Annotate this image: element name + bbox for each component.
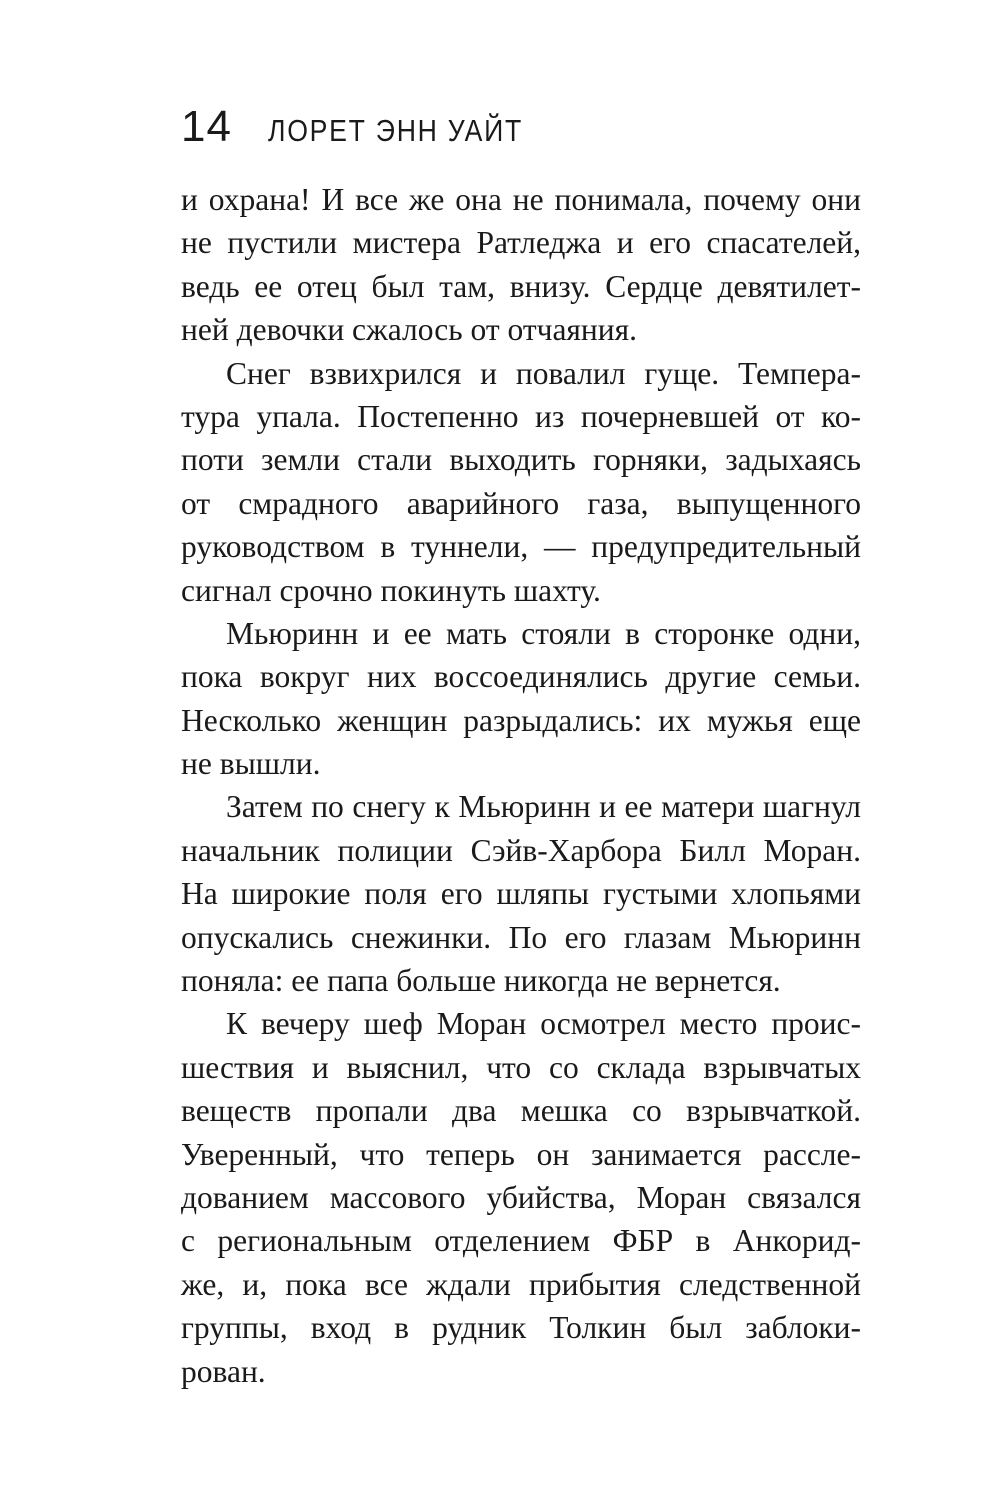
page-number: 14 [181, 102, 232, 151]
text-line: Несколько женщин разрыдались: их мужья еще [181, 702, 861, 738]
paragraph [181, 352, 861, 612]
text-line: не вышли. [181, 746, 321, 782]
body-text [181, 178, 861, 1393]
text-line: веществ пропали два мешка со взрывчаткой. [181, 1093, 861, 1129]
text-line: На широкие поля его шляпы густыми хлопьями [181, 876, 861, 912]
paragraph [181, 785, 861, 1002]
text-line: ней девочки сжалось от отчаяния. [181, 312, 637, 348]
header-author: ЛОРЕТ ЭНН УАЙТ [267, 113, 523, 148]
running-head [181, 102, 565, 162]
text-line: сигнал срочно покинуть шахту. [181, 572, 601, 608]
text-line: ведь ее отец был там, внизу. Сердце девятилет- [181, 268, 861, 304]
text-line: не пустили мистера Ратледжа и его спасателей, [181, 225, 861, 261]
text-line: начальник полиции Сэйв-Харбора Билл Моран. [181, 832, 861, 868]
text-line: шествия и выяснил, что со склада взрывчатых [181, 1049, 861, 1085]
text-line: рован. [181, 1353, 266, 1389]
text-line: поняла: ее папа больше никогда не вернется. [181, 963, 781, 999]
paragraph [181, 178, 861, 352]
text-line: руководством в туннели, — предупредительный [181, 529, 861, 565]
paragraph [181, 1002, 861, 1393]
paragraph [181, 612, 861, 786]
text-line: Затем по снегу к Мьюринн и ее матери шагнул [226, 789, 861, 825]
text-line: поти земли стали выходить горняки, задыхаясь [181, 442, 861, 478]
text-line: с региональным отделением ФБР в Анкорид- [181, 1223, 861, 1259]
text-line: Снег взвихрился и повалил гуще. Темпера- [226, 355, 861, 391]
text-line: Уверенный, что теперь он занимается рассле- [181, 1136, 861, 1172]
text-line: опускались снежинки. По его глазам Мьюринн [181, 919, 861, 955]
text-line: группы, вход в рудник Толкин был заблоки- [181, 1310, 861, 1346]
text-line: от смрадного аварийного газа, выпущенного [181, 485, 861, 521]
text-line: К вечеру шеф Моран осмотрел место проис- [226, 1006, 861, 1042]
text-line: пока вокруг них воссоединялись другие семьи. [181, 659, 861, 695]
text-line: и охрана! И все же она не понимала, почему они [181, 182, 861, 217]
text-line: Мьюринн и ее мать стояли в сторонке одни, [226, 615, 861, 651]
text-line: дованием массового убийства, Моран связался [181, 1179, 861, 1215]
text-line: тура упала. Постепенно из почерневшей от ко- [181, 398, 861, 434]
text-line: же, и, пока все ждали прибытия следственной [181, 1266, 861, 1302]
